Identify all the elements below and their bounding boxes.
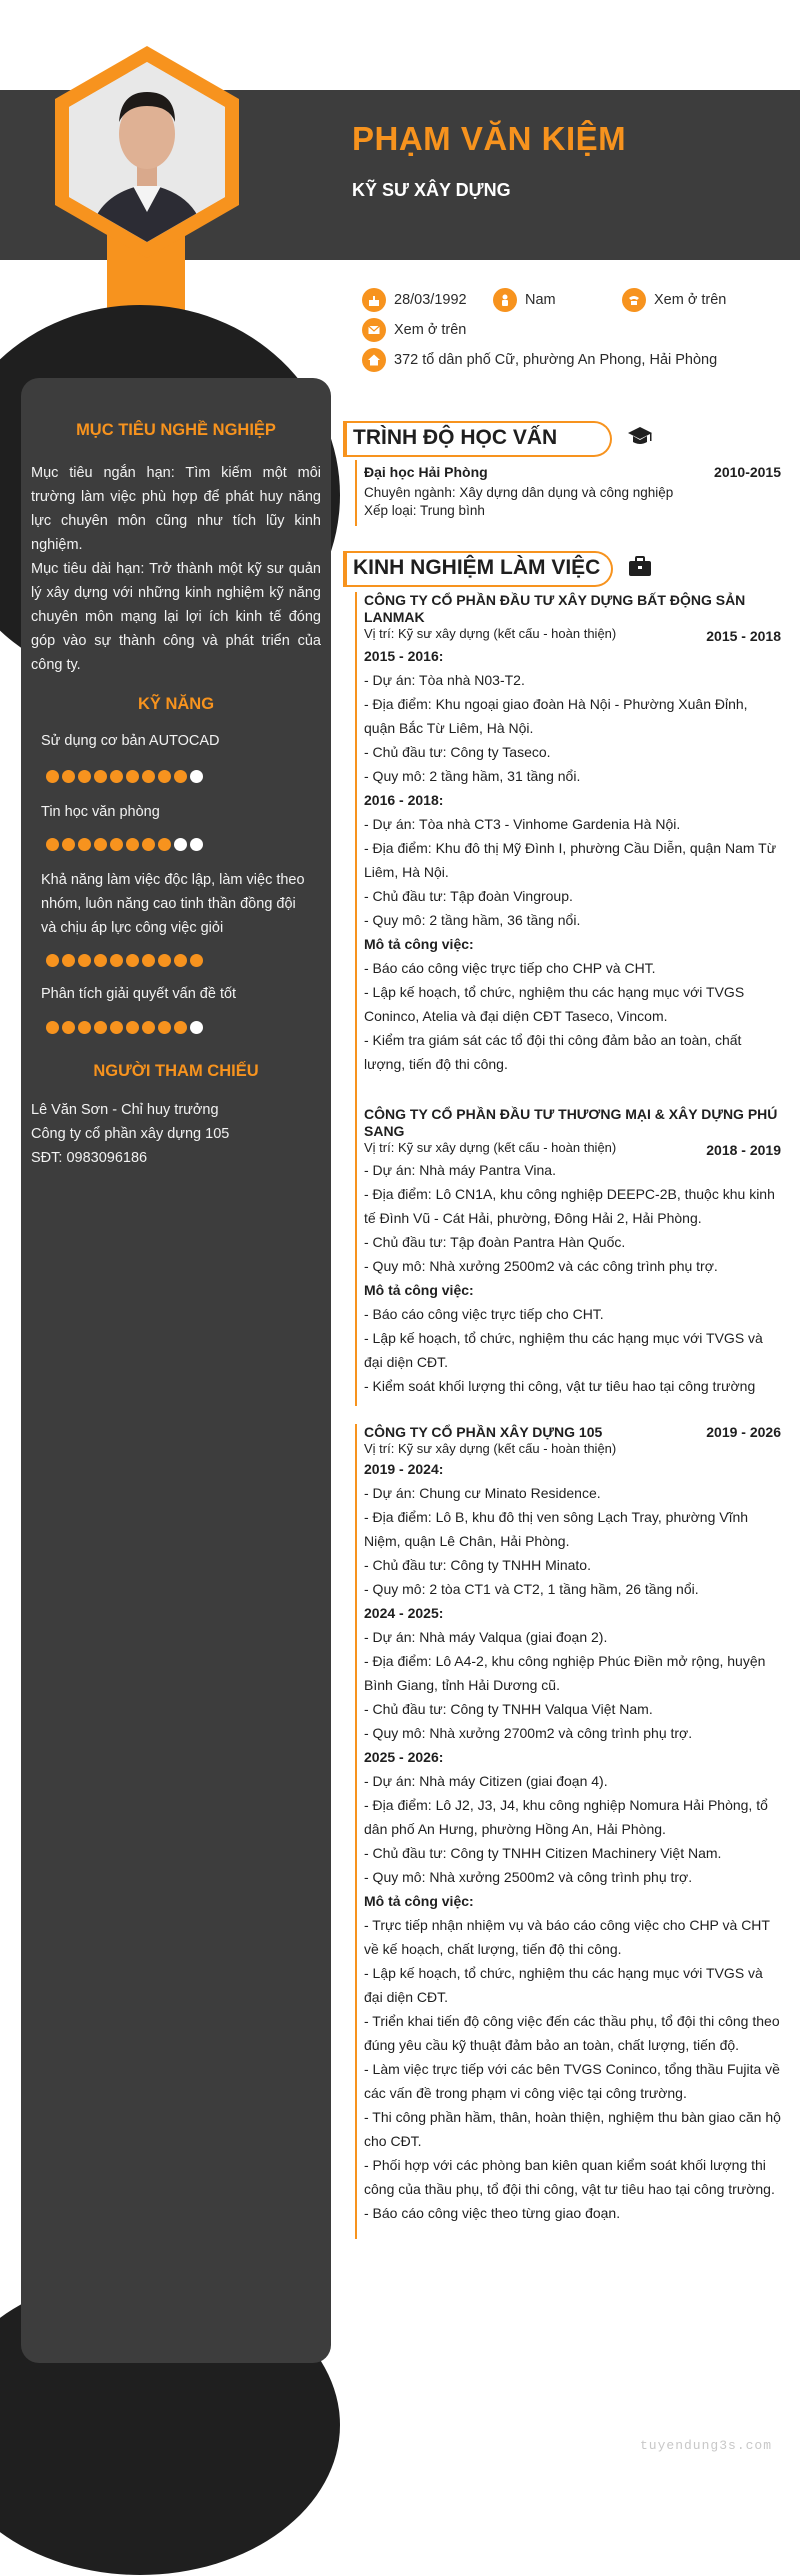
skill-dot [78, 838, 91, 851]
skill-dot [78, 770, 91, 783]
phone-value: Xem ở trên [654, 292, 727, 308]
skill-dot [110, 954, 123, 967]
company-name: CÔNG TY CỔ PHẦN ĐẦU TƯ THƯƠNG MẠI & XÂY DỰNG PHÚ SANG [364, 1106, 778, 1139]
job-subheading: 2016 - 2018: [364, 792, 444, 808]
experience-timeline [355, 592, 357, 1165]
job-detail-line: - Phối hợp với các phòng ban kiên quan kiểm soát khối lượng thi công của thầu phụ, tổ đội thi công, vật tư tiêu hao tại công trường. [364, 2157, 775, 2197]
skill-dot [174, 770, 187, 783]
skill-rating [46, 1021, 203, 1034]
skill-dot [142, 838, 155, 851]
job-detail-line: - Dự án: Nhà máy Valqua (giai đoạn 2). [364, 1629, 608, 1645]
briefcase-icon [626, 552, 654, 580]
skill-dot [142, 1021, 155, 1034]
job-years: 2018 - 2019 [706, 1142, 781, 1158]
education-heading [343, 421, 612, 457]
job-entry [364, 1424, 781, 2225]
skill-dot [62, 770, 75, 783]
skill-label: Tin học văn phòng [41, 804, 160, 820]
job-years: 2019 - 2026 [706, 1424, 781, 1440]
skill-rating [46, 954, 203, 967]
skill-dot [94, 838, 107, 851]
skill-dot [190, 1021, 203, 1034]
job-entry [364, 1106, 781, 1398]
contact-address [362, 348, 717, 372]
gender-icon [493, 288, 517, 312]
skill-dot [190, 954, 203, 967]
job-subheading: 2024 - 2025: [364, 1605, 444, 1621]
job-position: Vị trí: Kỹ sư xây dựng (kết cấu - hoàn thiện) [364, 1140, 617, 1155]
job-detail-line: - Chủ đầu tư: Công ty TNHH Citizen Machinery Việt Nam. [364, 1845, 722, 1861]
job-detail-line: - Chủ đầu tư: Tập đoàn Vingroup. [364, 888, 573, 904]
phone-icon [622, 288, 646, 312]
skill-dot [190, 770, 203, 783]
experience-timeline [355, 1424, 357, 2239]
skill-dot [110, 1021, 123, 1034]
job-detail-line: - Trực tiếp nhận nhiệm vụ và báo cáo công việc cho CHP và CHT về kế hoạch, chất lượng, tiến độ thi công. [364, 1917, 770, 1957]
job-detail-line: - Kiểm tra giám sát các tổ đội thi công đảm bảo an toàn, chất lượng, tiến độ thi công. [364, 1032, 742, 1072]
job-details [364, 1158, 781, 1398]
reference-line: Lê Văn Sơn - Chỉ huy trưởng [31, 1102, 219, 1118]
job-detail-line: - Quy mô: 2 tầng hầm, 36 tầng nổi. [364, 912, 581, 928]
job-detail-line: - Báo cáo công việc trực tiếp cho CHP và CHT. [364, 960, 656, 976]
job-detail-line: - Địa điểm: Khu đô thị Mỹ Đình I, phường Cầu Diễn, quận Nam Từ Liêm, Hà Nội. [364, 840, 777, 880]
contact-gender [493, 288, 556, 312]
job-detail-line: - Triển khai tiến độ công việc đến các thầu phụ, tổ đội thi công theo đúng yêu cầu kỹ thuật đảm bảo an toàn, chất lượng, tiến độ. [364, 2013, 780, 2053]
watermark: tuyendung3s.com [640, 2438, 773, 2453]
job-detail-line: - Quy mô: 2 tầng hầm, 31 tầng nổi. [364, 768, 581, 784]
contact-phone [622, 288, 726, 312]
skill-dot [62, 838, 75, 851]
sidebar [21, 378, 331, 2363]
education-years: 2010-2015 [714, 464, 781, 480]
skill-dot [46, 954, 59, 967]
job-detail-line: - Địa điểm: Lô B, khu đô thị ven sông Lạch Tray, phường Vĩnh Niệm, quận Lê Chân, Hải Phòng. [364, 1509, 749, 1549]
job-detail-line: - Quy mô: Nhà xưởng 2500m2 và các công trình phụ trợ. [364, 1258, 718, 1274]
job-detail-line: - Quy mô: Nhà xưởng 2500m2 và công trình phụ trợ. [364, 1869, 693, 1885]
job-detail-line: - Dự án: Nhà máy Citizen (giai đoạn 4). [364, 1773, 608, 1789]
company-name: CÔNG TY CỔ PHẦN ĐẦU TƯ XÂY DỰNG BẤT ĐỘNG SẢN LANMAK [364, 592, 746, 625]
skill-rating [46, 770, 203, 783]
skill-dot [46, 1021, 59, 1034]
job-position: Vị trí: Kỹ sư xây dựng (kết cấu - hoàn thiện) [364, 626, 617, 641]
candidate-role: KỸ SƯ XÂY DỰNG [352, 180, 511, 200]
job-detail-line: - Kiểm soát khối lượng thi công, vật tư tiêu hao tại công trường [364, 1378, 756, 1394]
contact-email [362, 318, 466, 342]
job-detail-line: - Địa điểm: Lô J2, J3, J4, khu công nghiệp Nomura Hải Phòng, tổ dân phố An Hưng, phường Hồng An, Hải Phòng. [364, 1797, 768, 1837]
skill-rating [46, 838, 203, 851]
reference-title: NGƯỜI THAM CHIẾU [93, 1062, 259, 1080]
job-subheading: Mô tả công việc: [364, 1893, 474, 1909]
skill-dot [126, 1021, 139, 1034]
skill-dot [190, 838, 203, 851]
skill-dot [174, 1021, 187, 1034]
experience-timeline [355, 1106, 357, 1406]
job-subheading: 2025 - 2026: [364, 1749, 444, 1765]
skill-dot [142, 954, 155, 967]
job-detail-line: - Lập kế hoạch, tổ chức, nghiệm thu các hạng mục với TVGS và đại diện CĐT. [364, 1965, 763, 2005]
experience-title: KINH NGHIỆM LÀM VIỆC [353, 556, 601, 579]
school-name: Đại học Hải Phòng [364, 464, 488, 480]
address-value: 372 tổ dân phố Cữ, phường An Phong, Hải Phòng [394, 352, 718, 368]
email-value: Xem ở trên [394, 322, 467, 338]
gender-value: Nam [525, 292, 556, 308]
reference-line: Công ty cổ phần xây dựng 105 [31, 1126, 230, 1142]
job-detail-line: - Báo cáo công việc trực tiếp cho CHT. [364, 1306, 604, 1322]
job-detail-line: - Quy mô: 2 tòa CT1 và CT2, 1 tầng hầm, 26 tầng nổi. [364, 1581, 699, 1597]
skill-dot [174, 954, 187, 967]
skill-dot [142, 770, 155, 783]
job-subheading: 2015 - 2016: [364, 648, 444, 664]
skill-label: Khả năng làm việc độc lập, làm việc theo nhóm, luôn năng cao tinh thần đồng đội và chịu áp lực công việc giỏi [41, 872, 305, 936]
skill-dot [158, 770, 171, 783]
job-position: Vị trí: Kỹ sư xây dựng (kết cấu - hoàn thiện) [364, 1441, 617, 1456]
job-detail-line: - Dự án: Tòa nhà N03-T2. [364, 672, 525, 688]
contact-birthday [362, 288, 467, 312]
reference-line: SĐT: 0983096186 [31, 1150, 148, 1166]
job-detail-line: - Địa điểm: Lô A4-2, khu công nghiệp Phúc Điền mở rộng, huyện Bình Giang, tỉnh Hải Dương cũ. [364, 1653, 766, 1693]
job-detail-line: - Chủ đầu tư: Tập đoàn Pantra Hàn Quốc. [364, 1234, 626, 1250]
candidate-name: PHẠM VĂN KIỆM [352, 120, 627, 157]
skill-dot [110, 838, 123, 851]
skill-dot [126, 838, 139, 851]
skill-dot [158, 1021, 171, 1034]
job-details [364, 644, 781, 1076]
education-entry [364, 460, 781, 520]
skill-label: Phân tích giải quyết vấn đề tốt [41, 986, 237, 1002]
job-years: 2015 - 2018 [706, 628, 781, 644]
cake-icon [362, 288, 386, 312]
job-detail-line: - Thi công phần hầm, thân, hoàn thiện, nghiệm thu bàn giao căn hộ cho CĐT. [364, 2109, 781, 2149]
skill-dot [174, 838, 187, 851]
job-subheading: Mô tả công việc: [364, 1282, 474, 1298]
home-icon [362, 348, 386, 372]
job-detail-line: - Chủ đầu tư: Công ty TNHH Minato. [364, 1557, 591, 1573]
skill-dot [46, 770, 59, 783]
job-detail-line: - Báo cáo công việc theo từng giao đoạn. [364, 2205, 621, 2221]
job-detail-line: - Làm việc trực tiếp với các bên TVGS Coninco, tổng thầu Fujita về các vấn đề trong phạm vi công việc tại công trường. [364, 2061, 780, 2101]
job-detail-line: - Lập kế hoạch, tổ chức, nghiệm thu các hạng mục với TVGS và đại diện CĐT. [364, 1330, 763, 1370]
company-name: CÔNG TY CỔ PHẦN XÂY DỰNG 105 [364, 1424, 603, 1440]
objective-short: Mục tiêu ngắn hạn: Tìm kiếm một môi trường làm việc phù hợp để phát huy năng lực chuyên môn cũng như tích lũy kinh nghiệm. [31, 465, 321, 553]
skill-dot [158, 954, 171, 967]
objective-long: Mục tiêu dài hạn: Trở thành một kỹ sư quản lý xây dựng với những kinh nghiệm kỹ năng chuyên môn mạng lại lợi ích kinh tế đóng góp vào sự thành công và phát triển của công ty. [31, 561, 321, 673]
birthday-value: 28/03/1992 [394, 292, 467, 308]
education-major: Chuyên ngành: Xây dựng dân dụng và công nghiệp [364, 485, 674, 500]
objective-title: MỤC TIÊU NGHỀ NGHIỆP [76, 421, 276, 439]
skill-dot [94, 770, 107, 783]
skill-dot [126, 770, 139, 783]
skill-label: Sử dụng cơ bản AUTOCAD [41, 733, 220, 749]
experience-heading [343, 551, 613, 587]
job-details [364, 1457, 781, 2225]
job-detail-line: - Dự án: Nhà máy Pantra Vina. [364, 1162, 556, 1178]
graduation-cap-icon [626, 422, 654, 450]
job-subheading: 2019 - 2024: [364, 1461, 444, 1477]
skill-dot [126, 954, 139, 967]
job-entry [364, 592, 781, 1076]
skills-title: KỸ NĂNG [137, 695, 215, 713]
education-grade: Xếp loại: Trung bình [364, 503, 485, 518]
job-detail-line: - Dự án: Chung cư Minato Residence. [364, 1485, 601, 1501]
job-detail-line: - Dự án: Tòa nhà CT3 - Vinhome Gardenia Hà Nội. [364, 816, 681, 832]
skill-dot [110, 770, 123, 783]
skill-dot [94, 954, 107, 967]
job-detail-line: - Địa điểm: Lô CN1A, khu công nghiệp DEEPC-2B, thuộc khu kinh tế Đình Vũ - Cát Hải, phường, Đông Hải 2, Hải Phòng. [364, 1186, 775, 1226]
skill-dot [46, 838, 59, 851]
job-detail-line: - Chủ đầu tư: Công ty Taseco. [364, 744, 551, 760]
skill-dot [94, 1021, 107, 1034]
education-title: TRÌNH ĐỘ HỌC VẤN [353, 426, 558, 449]
mail-icon [362, 318, 386, 342]
education-timeline [355, 460, 357, 526]
skill-dot [62, 954, 75, 967]
skill-dot [62, 1021, 75, 1034]
job-detail-line: - Quy mô: Nhà xưởng 2700m2 và công trình phụ trợ. [364, 1725, 693, 1741]
job-subheading: Mô tả công việc: [364, 936, 474, 952]
skill-dot [158, 838, 171, 851]
skill-dot [78, 954, 91, 967]
skill-dot [78, 1021, 91, 1034]
job-detail-line: - Lập kế hoạch, tổ chức, nghiệm thu các hạng mục với TVGS Coninco, Atelia và đại diện CĐT Taseco, Vincom. [364, 984, 745, 1024]
job-detail-line: - Địa điểm: Khu ngoại giao đoàn Hà Nội - Phường Xuân Đỉnh, quận Bắc Từ Liêm, Hà Nội. [364, 696, 748, 736]
job-detail-line: - Chủ đầu tư: Công ty TNHH Valqua Việt Nam. [364, 1701, 653, 1717]
